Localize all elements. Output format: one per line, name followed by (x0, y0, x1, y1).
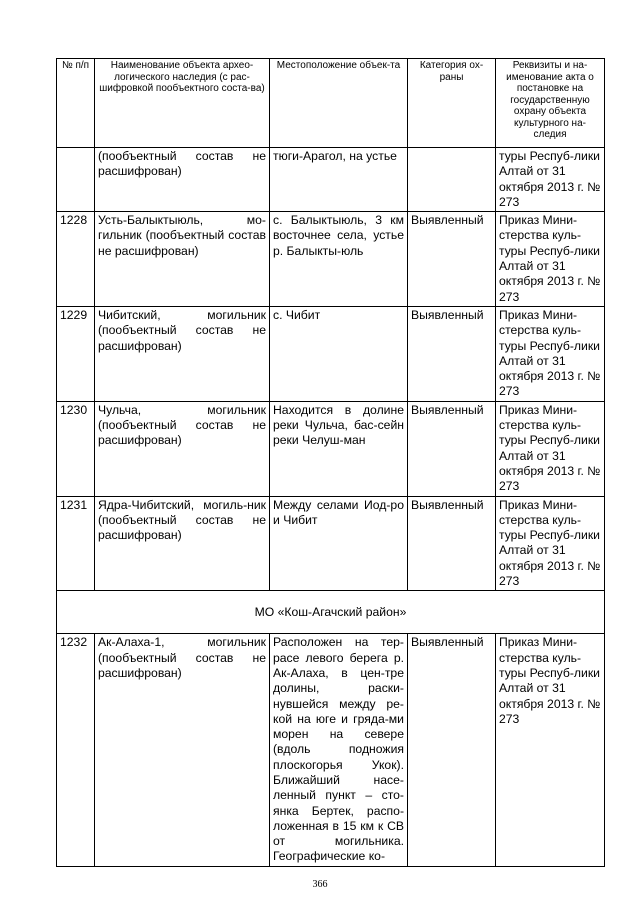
row-num: 1229 (57, 306, 95, 401)
row-act: Приказ Мини-стерства куль-туры Респуб-лики Алтай от 31 октября 2013 г. № 273 (496, 496, 605, 591)
row-location: тюги-Арагол, на устье (270, 148, 408, 212)
row-location: Расположен на тер-расе левого берега р. Ак-Алаха, в цен-тре долины, раски-нувшейся между ре-кой на юге и гряда-ми морен на севере (вдоль подножия плоскогорья Укок). Ближайший насе-ленный пункт – сто-янка Бертек, распо-ложенная в 15 км к СВ от могильника. Географические ко- (270, 634, 408, 866)
row-num: 1232 (57, 634, 95, 866)
row-category: Выявленный (408, 212, 496, 307)
row-location: Находится в долине реки Чульча, бас-сейн реки Челуш-ман (270, 401, 408, 496)
row-num: 1230 (57, 401, 95, 496)
table-row (57, 212, 605, 307)
row-act: Приказ Мини-стерства куль-туры Респуб-лики Алтай от 31 октября 2013 г. № 273 (496, 306, 605, 401)
row-name: Чибитский, могильник (пообъектный состав не расшифрован) (95, 306, 270, 401)
row-category (408, 148, 496, 212)
row-num (57, 148, 95, 212)
row-location: с. Чибит (270, 306, 408, 401)
region-row (57, 591, 605, 634)
row-num: 1228 (57, 212, 95, 307)
heritage-register-table (56, 58, 605, 867)
header-name: Наименование объекта архео-логического наследия (с рас-шифровкой пообъектного соста-ва) (95, 59, 270, 148)
row-act: Приказ Мини-стерства куль-туры Респуб-лики Алтай от 31 октября 2013 г. № 273 (496, 401, 605, 496)
row-act: Приказ Мини-стерства куль-туры Респуб-лики Алтай от 31 октября 2013 г. № 273 (496, 212, 605, 307)
row-category: Выявленный (408, 496, 496, 591)
row-location: с. Балыктыюль, 3 км восточнее села, устье р. Балыкты-юль (270, 212, 408, 307)
table-header-row (57, 59, 605, 148)
row-category: Выявленный (408, 401, 496, 496)
header-location: Местоположение объек-та (270, 59, 408, 148)
row-act: Приказ Мини-стерства куль-туры Респуб-лики Алтай от 31 октября 2013 г. № 273 (496, 634, 605, 866)
row-name: Чульча, могильник (пообъектный состав не расшифрован) (95, 401, 270, 496)
row-num: 1231 (57, 496, 95, 591)
header-category: Категория ох-раны (408, 59, 496, 148)
table-row (57, 634, 605, 866)
row-name: Усть-Балыктыюль, мо-гильник (пообъектный состав не расшифрован) (95, 212, 270, 307)
table-row (57, 306, 605, 401)
row-name: (пообъектный состав не расшифрован) (95, 148, 270, 212)
header-act: Реквизиты и на-именование акта о постановке на государственную охрану объекта культурного на-следия (496, 59, 605, 148)
row-category: Выявленный (408, 634, 496, 866)
table-row (57, 148, 605, 212)
row-name: Ак-Алаха-1, могильник (пообъектный состав не расшифрован) (95, 634, 270, 866)
page-number: 366 (312, 879, 328, 890)
table-row (57, 401, 605, 496)
region-heading: МО «Кош-Агачский район» (57, 591, 605, 634)
header-num: № п/п (57, 59, 95, 148)
table-row (57, 496, 605, 591)
row-act: туры Респуб-лики Алтай от 31 октября 2013 г. № 273 (496, 148, 605, 212)
row-category: Выявленный (408, 306, 496, 401)
row-name: Ядра-Чибитский, могиль-ник (пообъектный состав не расшифрован) (95, 496, 270, 591)
row-location: Между селами Иод-ро и Чибит (270, 496, 408, 591)
